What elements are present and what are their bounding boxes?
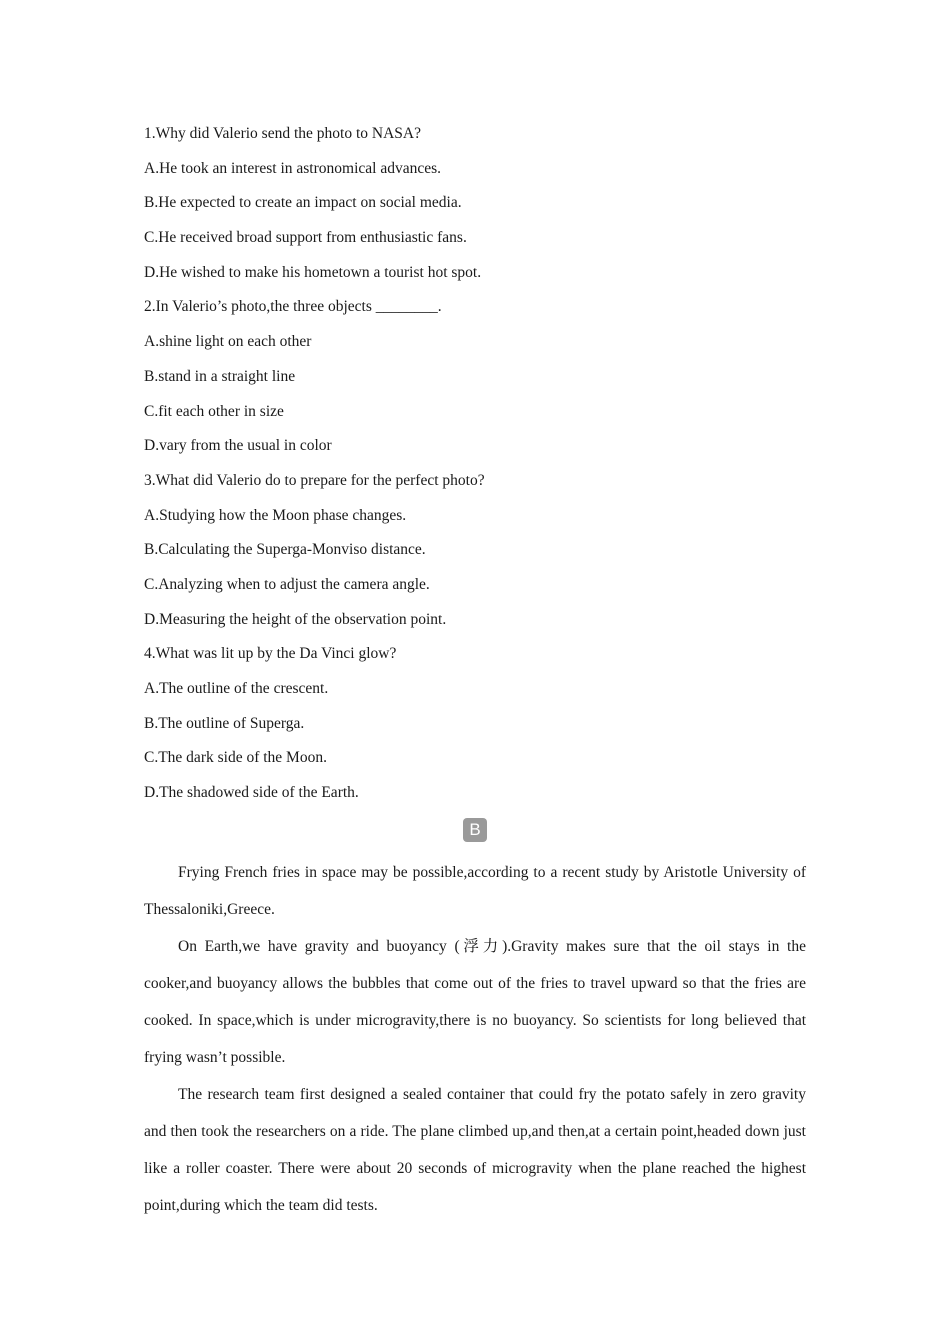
passage-paragraph-3: The research team first designed a sealed container that could fry the potato safely in zero gravity and then took the researchers on a ride. The plane climbed up,and then,at a certain point,headed down just like a roller coaster. There were about 20 seconds of microgravity when the plane reached the highest point,during which the team did tests. [144,1085,806,1214]
option-d: D.The shadowed side of the Earth. [144,784,359,802]
document-page [144,124,806,1224]
option-b: B.Calculating the Superga-Monviso distance. [144,541,426,559]
option-c: C.Analyzing when to adjust the camera angle. [144,575,430,593]
question-1 [144,124,806,283]
question-stem: 3.What did Valerio do to prepare for the perfect photo? [144,471,485,489]
option-a: A.The outline of the crescent. [144,680,329,697]
question-stem: 1.Why did Valerio send the photo to NASA? [144,125,421,142]
option-b: B.The outline of Superga. [144,714,305,732]
option-d: D.vary from the usual in color [144,437,332,455]
option-d: D.He wished to make his hometown a tourist hot spot. [144,263,482,281]
option-d: D.Measuring the height of the observation point. [144,610,447,628]
option-c: C.He received broad support from enthusiastic fans. [144,229,467,247]
option-c: C.fit each other in size [144,402,284,420]
option-a: A.He took an interest in astronomical advances. [144,159,441,177]
section-b-passage [144,854,806,1224]
option-c: C.The dark side of the Moon. [144,749,327,767]
option-a: A.Studying how the Moon phase changes. [144,506,407,524]
section-b-header [144,818,806,844]
option-b: B.stand in a straight line [144,367,296,385]
question-2 [144,297,806,456]
question-3 [144,471,806,630]
section-b-badge: B [463,818,487,842]
question-4 [144,644,806,803]
passage-paragraph-2: On Earth,we have gravity and buoyancy (浮力).Gravity makes sure that the oil stays in the cooker,and buoyancy allows the bubbles that come out of the fries to travel upward so that the fries are cooked. In space,which is under microgravity,there is no buoyancy. So scientists for long believed that frying wasn’t possible. [144,937,806,1066]
option-a: A.shine light on each other [144,333,312,351]
question-stem: 2.In Valerio’s photo,the three objects ________. [144,298,442,316]
question-stem: 4.What was lit up by the Da Vinci glow? [144,645,397,663]
option-b: B.He expected to create an impact on social media. [144,194,462,212]
passage-paragraph-1: Frying French fries in space may be possible,according to a recent study by Aristotle University of Thessaloniki,Greece. [144,863,806,918]
